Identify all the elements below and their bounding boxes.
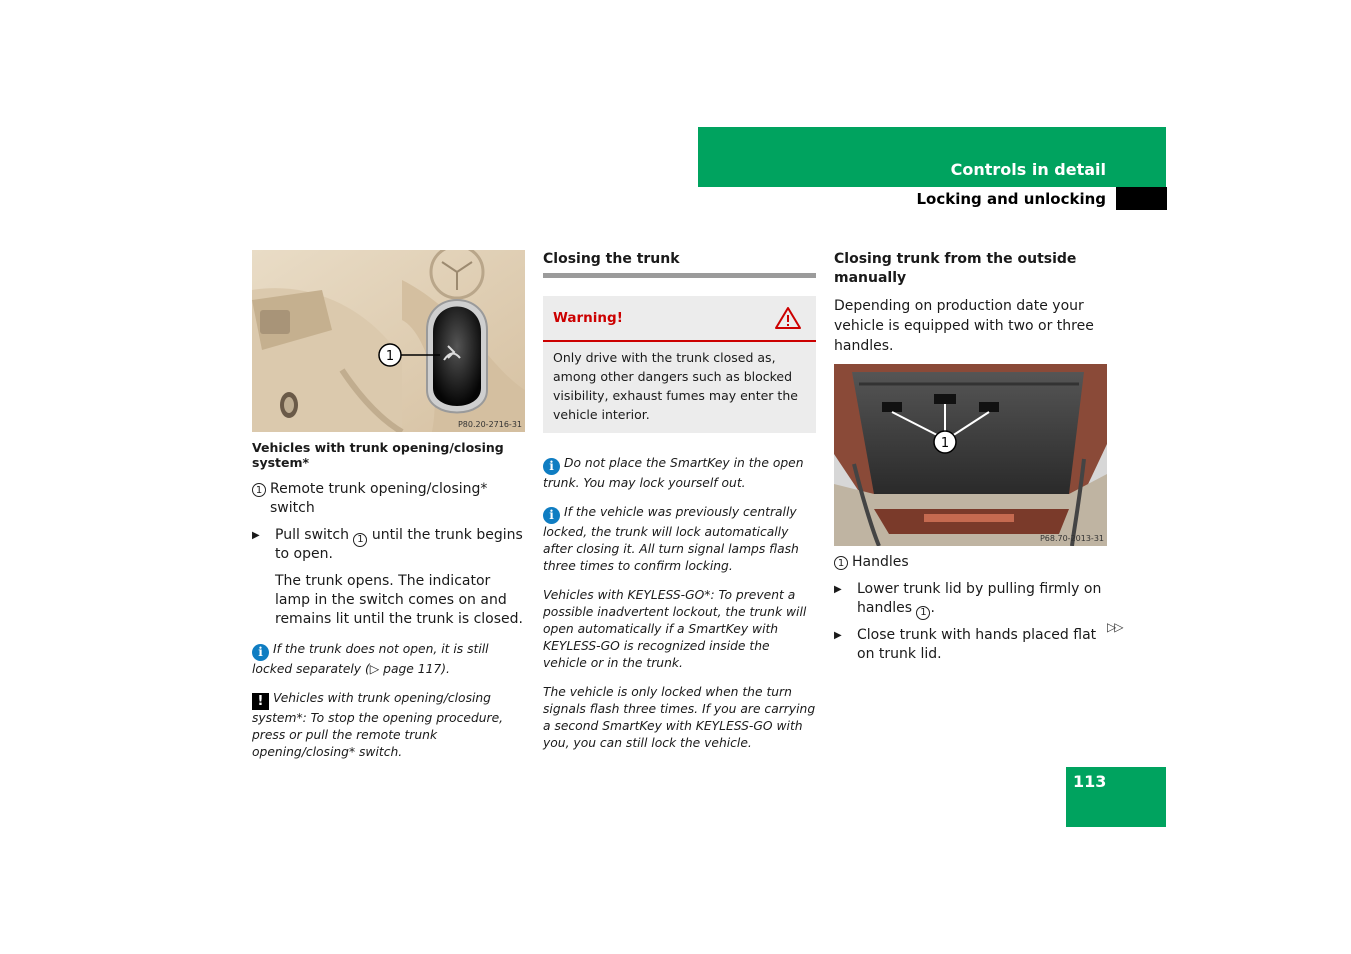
warning-label: Warning! — [553, 310, 623, 326]
instruction-step — [834, 626, 1107, 664]
intro-paragraph: Depending on production date your vehicle is equipped with two or three handles. — [834, 298, 1094, 354]
legend-item — [252, 480, 525, 518]
info-icon: i — [252, 644, 269, 661]
column-3 — [834, 250, 1107, 672]
trunk-switch-figure — [252, 250, 525, 432]
figure-caption: Vehicles with trunk opening/closing system* — [252, 440, 504, 470]
figure-code: P80.20-2716-31 — [457, 420, 522, 429]
figure-callout: 1 — [940, 436, 950, 451]
legend-item — [834, 553, 1107, 572]
header-marker — [1116, 187, 1167, 210]
attention-note: ! Vehicles with trunk opening/closing system*: To stop the opening procedure, press or pull the remote trunk opening/closing* switch. — [252, 691, 504, 759]
callout-number: 1 — [916, 606, 930, 620]
trunk-switch-illustration — [252, 250, 525, 432]
section-subtitle: Locking and unlocking — [916, 190, 1106, 208]
info-note: i If the trunk does not open, it is still locked separately (▷ page 117). — [252, 642, 489, 676]
column-2 — [543, 250, 816, 764]
legend-text: Handles — [852, 554, 909, 570]
section-title: Closing trunk from the outside manually — [834, 251, 1077, 286]
note-paragraph: The vehicle is only locked when the turn signals flash three times. If you are carrying a second SmartKey with KEYLESS-GO with you, you can still lock the vehicle. — [543, 685, 816, 750]
column-1 — [252, 250, 525, 773]
info-note: i If the vehicle was previously centrally locked, the trunk will lock automatically after closing it. All turn signal lamps flash three times to confirm locking. — [543, 505, 799, 573]
warning-triangle-icon — [774, 306, 802, 330]
triangle-bullet-icon: ▶ — [834, 584, 842, 595]
chapter-title: Controls in detail — [950, 160, 1106, 179]
info-note: i Do not place the SmartKey in the open trunk. You may lock yourself out. — [543, 456, 804, 490]
info-icon: i — [543, 458, 560, 475]
step-text: Lower trunk lid by pulling firmly on handles 1 . — [857, 581, 1102, 618]
instruction-step — [252, 526, 525, 564]
triangle-bullet-icon: ▶ — [834, 630, 842, 641]
step-text: Pull switch 1 until the trunk begins to open. — [275, 527, 523, 562]
callout-number: 1 — [252, 483, 266, 497]
section-rule — [543, 273, 816, 278]
legend-text: Remote trunk opening/closing* switch — [270, 481, 488, 516]
figure-code: P68.70-2013-31 — [1039, 534, 1104, 543]
note-paragraph: Vehicles with KEYLESS-GO*: To prevent a possible inadvertent lockout, the trunk will open automatically if a SmartKey with KEYLESS-GO is recognized inside the vehicle or in the trunk. — [543, 588, 807, 670]
section-title: Closing the trunk — [543, 251, 680, 267]
triangle-bullet-icon: ▶ — [252, 530, 260, 541]
warning-box — [543, 296, 816, 433]
continued-marker: ▷▷ — [1107, 620, 1122, 634]
warning-text: Only drive with the trunk closed as, among other dangers such as blocked visibility, exhaust fumes may enter the vehicle interior. — [553, 350, 798, 422]
callout-number: 1 — [353, 533, 367, 547]
page-number: 113 — [1073, 772, 1107, 791]
callout-number: 1 — [834, 556, 848, 570]
trunk-handles-illustration — [834, 364, 1107, 546]
step-text: Close trunk with hands placed flat on trunk lid. — [857, 627, 1097, 662]
instruction-step — [834, 580, 1107, 618]
figure-callout: 1 — [385, 349, 395, 364]
step-result: The trunk opens. The indicator lamp in the switch comes on and remains lit until the trunk is closed. — [275, 573, 523, 627]
exclamation-icon: ! — [252, 693, 269, 710]
trunk-handles-figure — [834, 364, 1107, 546]
info-icon: i — [543, 507, 560, 524]
